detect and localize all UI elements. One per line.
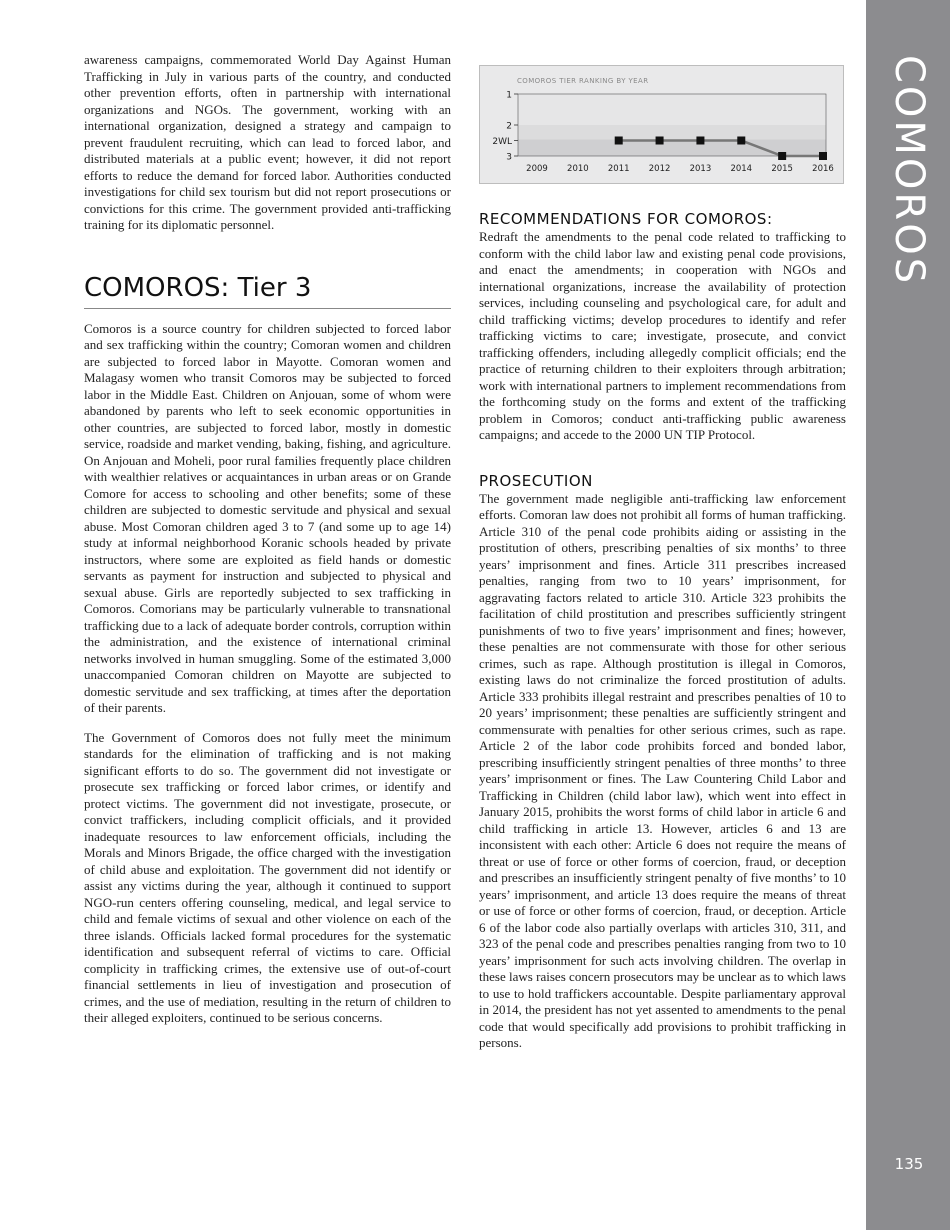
body-paragraph-2: The Government of Comoros does not fully meet the minimum standards for the elimination of trafficking and is not making significant efforts to do so. The government did not investigate or prosecute sex trafficking or forced labor crimes, or identify and protect victims. The government did not investigate, prosecute, or convict traffickers, including complicit officials, and it provided inadequate resources to law enforcement officials, including the Morals and Minors Brigade, the office charged with the investigation of child abuse and exploitation. The government did not identify or assist any victims during the year, although it continued to support NGO-run centers offering counseling, medical, and legal service to child and female victims of sexual and other violence on each of the three islands. Officials lacked formal procedures for the systematic identification and subsequent referral of victims to care. Official complicity in trafficking crimes, the extensive use of out-of-court financial settlements in lieu of investigation and prosecution of crimes, and the use of mediation, resulting in the return of children to their alleged exploiters, continued to be serious concerns. [84,729,451,1025]
page-number: 135 [894,1155,924,1173]
x-tick-label: 2016 [812,164,834,174]
left-column [84,52,451,1027]
recommendations-heading: RECOMMENDATIONS FOR COMOROS: [479,210,773,228]
tier-ranking-svg [480,66,843,183]
data-point-2014 [737,137,745,145]
body-paragraph-1: Comoros is a source country for children subjected to forced labor and sex trafficking within the country; Comoran women and children are subjected to forced labor in Mayotte. Comoran women and Malagasy women who transit Comoros may be subjected to forced labor in the Middle East. Children on Anjouan, some of whom were abandoned by parents who left to seek economic opportunities in other countries, are subjected to forced labor, mostly in domestic service, roadside and market vending, baking, fishing, and agriculture. On Anjouan and Moheli, poor rural families frequently place children with wealthier relatives or acquaintances in urban areas or on Grande Comore for access to schooling and other benefits; some of these children are subjected to domestic servitude and physical and sexual abuse. Most Comoran children aged 3 to 7 (and some up to age 14) study at informal neighborhood Koranic schools headed by private instructors, where some are exploited as field hands or domestic servants as payment for instruction and subjected to physical and sexual abuse. Girls are reportedly subjected to sex trafficking in Comoros. Comorians may be particularly vulnerable to transnational trafficking due to a lack of adequate border controls, corruption within the administration, and the existence of international criminal networks involved in human smuggling. Some of the estimated 3,000 unaccompanied Comoran children on Mayotte are subjected to domestic servitude and sex trafficking, at times after the deportation of their parents. [84,320,451,715]
data-point-2013 [696,137,704,145]
x-tick-label: 2011 [607,164,630,174]
right-column [479,209,846,1052]
data-point-2015 [778,152,786,160]
intro-paragraph: awareness campaigns, commemorated World Day Against Human Trafficking in July in various parts of the country, and conducted other prevention efforts, often in partnership with international organizations and NGOs. The government, working with an international organization, designed a strategy and campaign to prevent fraudulent recruiting, which can lead to forced labor, and distributed materials at a public event; however, it did not report efforts to reduce the demand for forced labor. Authorities conducted investigations for child sex tourism but did not report prosecutions or convictions for this crime. The government provided anti-trafficking training for its diplomatic personnel. [84,52,451,232]
y-tick-label: 2 [506,121,512,132]
x-tick-label: 2015 [771,164,793,174]
chart-title: COMOROS TIER RANKING BY YEAR [517,77,649,85]
data-point-2011 [615,137,623,145]
data-point-2016 [819,152,827,160]
sidebar-country-title: COMOROS [886,55,932,287]
recommendations-text: Redraft the amendments to the penal code related to trafficking to conform with the child labor law and existing penal code provisions, and enact the amendments; in cooperation with NGOs and international organizations, increase the availability of protection services, including counseling and psychological care, for adult and child trafficking victims; develop procedures to identify and refer trafficking victims to care; investigate, prosecute, and convict trafficking offenders, including allegedly complicit officials; end the practice of returning children to their exploiters through arbitration; work with international partners to implement recommendations from the forthcoming study on the forms and extent of the trafficking problem in Comoros; conduct anti-trafficking public awareness campaigns; and accede to the 2000 UN TIP Protocol. [479,229,846,442]
x-tick-label: 2013 [689,164,712,174]
section-heading: COMOROS: Tier 3 [84,272,451,309]
y-tick-label: 3 [506,152,512,163]
y-tick-label: 1 [506,90,512,101]
y-tick-label: 2WL [492,137,512,147]
data-point-2012 [656,137,664,145]
tier-ranking-chart [479,65,844,184]
prosecution-heading: PROSECUTION [479,471,593,490]
prosecution-text: The government made negligible anti-trafficking law enforcement efforts. Comoran law does not prohibit all forms of human trafficking. Article 310 of the penal code prohibits aiding or assisting in the prostitution of others, prescribing penalties of six months’ to three years’ imprisonment and fines. Article 311 prescribes increased penalties, ranging from two to 10 years’ imprisonment, for aggravating factors related to article 310. Article 323 prohibits the facilitation of child prostitution and prescribes sufficiently stringent punishments of two to five years’ imprisonment and fines; however, these penalties are not commensurate with those for other serious crimes, such as rape. Although prostitution is illegal in Comoros, existing laws do not criminalize the forced prostitution of adults. Article 333 prohibits illegal restraint and prescribes penalties of 10 to 20 years’ imprisonment; these penalties are sufficiently stringent and commensurate with penalties for other serious crimes, such as rape. Article 2 of the labor code prohibits forced and bonded labor, prescribing insufficiently stringent penalties of three months’ to three years’ imprisonment or fines. The Law Countering Child Labor and Trafficking in Children (child labor law), which went into effect in January 2015, prohibits the worst forms of child labor in article 6 and child trafficking in article 13. However, articles 6 and 13 are inconsistent with each other: Article 6 does not require the means of threat or use of force or other forms of coercion, fraud, or deception and prescribes an insufficiently stringent penalty of five months’ to 10 years’ imprisonment, and article 13 does require the means of threat or use of force or other forms of coercion, fraud, or deception. Article 6 of the labor code also partially overlaps with articles 310, 311, and 323 of the penal code and prescribes penalties ranging from two to 10 years’ imprisonment for such acts involving children. The overlap in these laws raises concern prosecutors may be unclear as to which laws to use to hold traffickers accountable. Despite parliamentary approval in 2014, the president has not yet assented to amendments to the penal code that would specifically add provisions to prohibit trafficking in persons. [479,490,846,1050]
x-tick-label: 2014 [730,164,753,174]
band-tier-2 [518,125,826,140]
x-tick-label: 2010 [567,164,589,174]
x-tick-label: 2009 [526,164,548,174]
x-tick-label: 2012 [648,164,671,174]
band-tier-1 [518,94,826,125]
